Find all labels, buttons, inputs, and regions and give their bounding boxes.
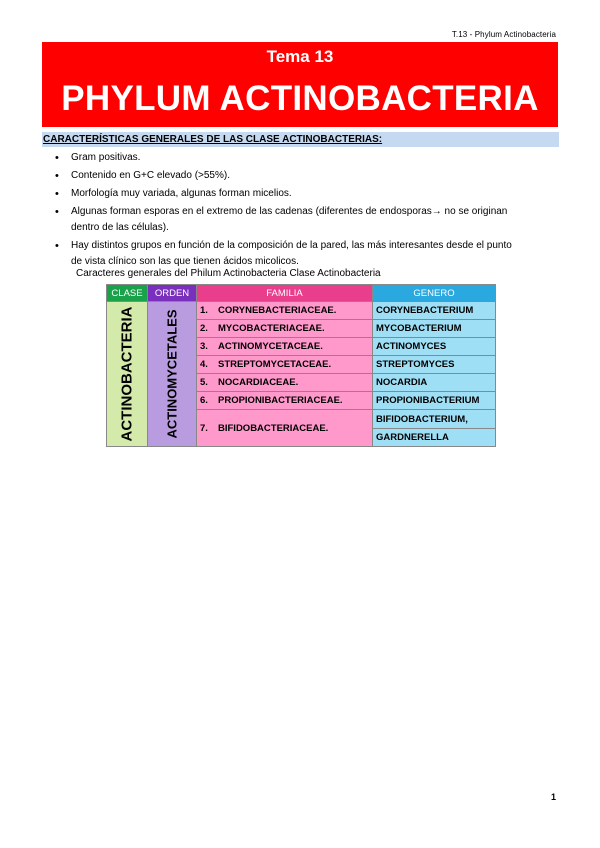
list-item: • Contenido en G+C elevado (>55%). (51, 168, 521, 184)
familia-cell (197, 320, 373, 338)
familia-cell (197, 410, 373, 447)
genero-cell: PROPIONIBACTERIUM (373, 392, 496, 410)
familia-name: CORYNEBACTERIACEAE. (218, 305, 337, 316)
topic-label: Tema 13 (266, 47, 334, 66)
familia-cell (197, 302, 373, 320)
title-band (42, 42, 558, 127)
characteristics-list (51, 150, 521, 272)
familia-name: STREPTOMYCETACEAE. (218, 359, 332, 370)
clase-cell (107, 302, 148, 447)
familia-name: MYCOBACTERIACEAE. (218, 323, 325, 334)
table-row (107, 302, 496, 320)
taxonomy-table (106, 284, 496, 447)
header-note: T.13 - Phylum Actinobacteria (451, 30, 556, 39)
page-title: PHYLUM ACTINOBACTERIA (61, 79, 539, 118)
genero-cell: NOCARDIA (373, 374, 496, 392)
table-header-row (107, 285, 496, 302)
list-item: • Algunas forman esporas en el extremo de las cadenas (diferentes de endosporas→ no se originan dentro de las células). (51, 204, 521, 236)
familia-number: 7. (200, 422, 208, 434)
familia-name: PROPIONIBACTERIACEAE. (218, 395, 343, 406)
familia-cell (197, 392, 373, 410)
familia-number: 5. (200, 377, 208, 388)
familia-name: ACTINOMYCETACEAE. (218, 341, 323, 352)
genero-cell: STREPTOMYCES (373, 356, 496, 374)
header-familia: FAMILIA (197, 285, 373, 302)
familia-cell (197, 356, 373, 374)
familia-number: 2. (200, 323, 208, 334)
genero-cell: MYCOBACTERIUM (373, 320, 496, 338)
section-heading: CARACTERÍSTICAS GENERALES DE LAS CLASE ACTINOBACTERIAS: (42, 132, 559, 147)
orden-cell (148, 302, 197, 447)
table-body (107, 302, 496, 447)
genero-cell: CORYNEBACTERIUM (373, 302, 496, 320)
familia-number: 6. (200, 395, 208, 406)
clase-label: ACTINOBACTERIA (118, 306, 136, 442)
list-item: • Morfología muy variada, algunas forman micelios. (51, 186, 521, 202)
header-clase: CLASE (107, 285, 148, 302)
list-item: • Hay distintos grupos en función de la composición de la pared, las más interesantes desde el punto de vista clínico son las que tienen ácidos micolicos. (51, 238, 521, 270)
familia-number: 1. (200, 305, 208, 316)
page-number: 1 (550, 792, 556, 802)
familia-cell (197, 338, 373, 356)
familia-cell (197, 374, 373, 392)
genero-cell: GARDNERELLA (373, 429, 496, 447)
orden-label: ACTINOMYCETALES (164, 309, 180, 439)
familia-name: BIFIDOBACTERIACEAE. (218, 422, 329, 434)
genero-cell: ACTINOMYCES (373, 338, 496, 356)
header-orden: ORDEN (148, 285, 197, 302)
list-item: • Gram positivas. (51, 150, 521, 166)
familia-name: NOCARDIACEAE. (218, 377, 299, 388)
familia-number: 4. (200, 359, 208, 370)
table-caption: Caracteres generales del Philum Actinobacteria Clase Actinobacteria (76, 268, 381, 279)
header-genero: GENERO (373, 285, 496, 302)
familia-number: 3. (200, 341, 208, 352)
genero-cell: BIFIDOBACTERIUM, (373, 410, 496, 429)
